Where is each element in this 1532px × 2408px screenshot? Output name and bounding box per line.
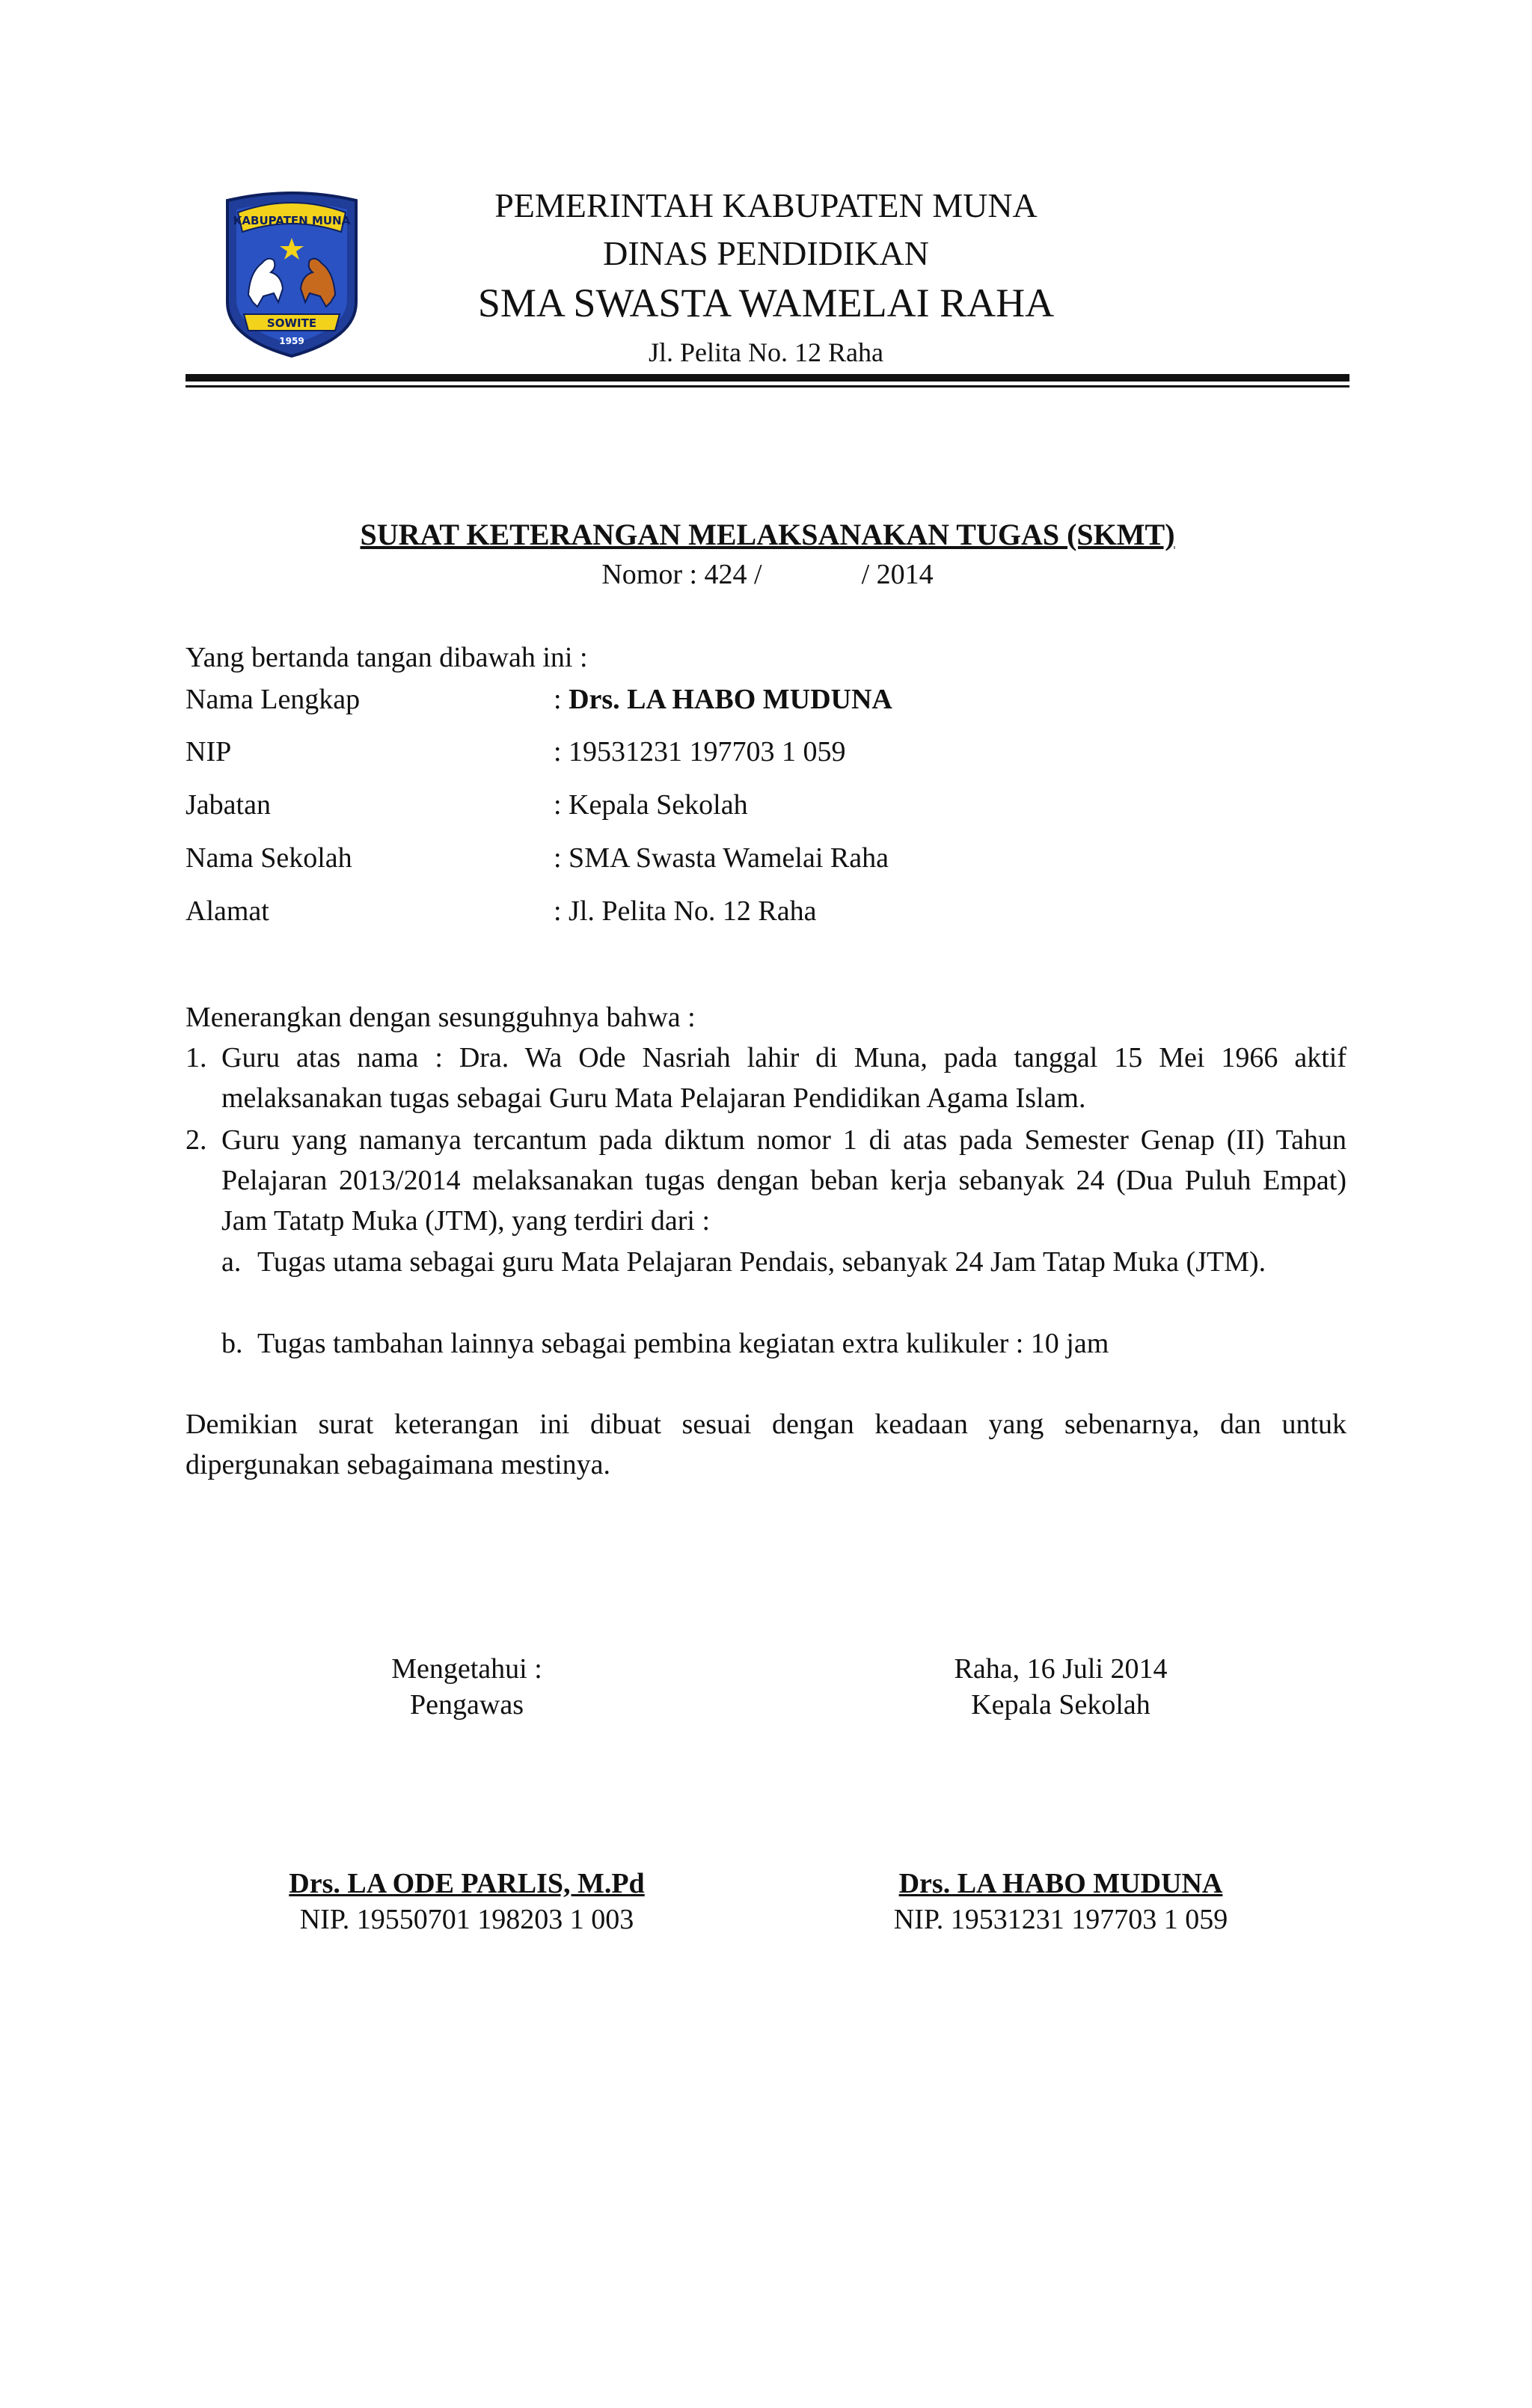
list-marker: 2.: [186, 1124, 207, 1156]
letterhead-address: Jl. Pelita No. 12 Raha: [649, 337, 883, 367]
sub-list-marker: a.: [221, 1246, 242, 1278]
field-row-nama-sekolah: [186, 838, 1349, 880]
letterhead-divider-thick: [186, 374, 1349, 382]
sub-list-item-text: Tugas utama sebagai guru Mata Pelajaran Pendais, sebanyak 24 Jam Tatap Muka (JTM).: [257, 1246, 1266, 1278]
field-label: NIP: [186, 736, 232, 768]
closing-paragraph: Demikian surat keterangan ini dibuat sesuai dengan keadaan yang sebenarnya, dan untuk dipergunakan sebagaimana mestinya.: [186, 1409, 1346, 1480]
signature-left-line1: Mengetahui :: [391, 1653, 542, 1685]
letterhead-government: PEMERINTAH KABUPATEN MUNA: [494, 186, 1038, 224]
letterhead-divider-thin: [186, 385, 1349, 387]
field-value: : Jl. Pelita No. 12 Raha: [554, 895, 817, 927]
letterhead-department: DINAS PENDIDIKAN: [603, 234, 929, 272]
signature-right-role: Kepala Sekolah: [971, 1689, 1150, 1721]
signature-left-block: [257, 1651, 676, 1723]
list-item: [186, 1038, 1346, 1118]
list-item-text: Guru yang namanya tercantum pada diktum nomor 1 di atas pada Semester Genap (II) Tahun Pelajaran 2013/2014 melaksanakan tugas dengan beban kerja sebanyak 24 (Dua Puluh Empat) Jam Tatatp Muka (JTM), yang terdiri dari :: [221, 1124, 1346, 1237]
signature-left-nip: NIP. 19550701 198203 1 003: [299, 1904, 634, 1935]
signature-right-block: [851, 1651, 1270, 1723]
field-value: : Kepala Sekolah: [554, 789, 748, 821]
field-value-prefix: :: [554, 684, 569, 715]
document-number: Nomor : 424 / / 2014: [601, 559, 934, 590]
sub-list-item-text: Tugas tambahan lainnya sebagai pembina kegiatan extra kulikuler : 10 jam: [257, 1328, 1109, 1359]
signature-left-signer: [257, 1866, 676, 1937]
signature-left-name: Drs. LA ODE PARLIS, M.Pd: [289, 1868, 645, 1899]
field-label: Nama Lengkap: [186, 684, 361, 715]
list-item: [186, 1120, 1346, 1241]
field-row-nip: [186, 732, 1349, 773]
statement-intro: Menerangkan dengan sesungguhnya bahwa :: [186, 1002, 696, 1033]
crest-motto: SOWITE: [266, 316, 317, 330]
field-value: [554, 679, 892, 720]
sub-list-item: [221, 1323, 1346, 1364]
field-label: Alamat: [186, 895, 269, 927]
field-row-jabatan: [186, 785, 1349, 827]
sub-list-item: [221, 1242, 1346, 1323]
sub-list-marker: b.: [221, 1328, 243, 1359]
field-label: Nama Sekolah: [186, 842, 352, 874]
field-label: Jabatan: [186, 789, 271, 821]
field-row-alamat: [186, 891, 1349, 933]
letterhead-school-name: SMA SWASTA WAMELAI RAHA: [477, 281, 1055, 325]
list-item-text: Guru atas nama : Dra. Wa Ode Nasriah lahir di Muna, pada tanggal 15 Mei 1966 aktif melaksanakan tugas sebagai Guru Mata Pelajaran Pendidikan Agama Islam.: [221, 1042, 1346, 1114]
field-row-nama-lengkap: [186, 679, 1349, 721]
crest-year: 1959: [279, 336, 304, 346]
document-title: SURAT KETERANGAN MELAKSANAKAN TUGAS (SKMT): [360, 518, 1175, 551]
kabupaten-muna-crest-icon: [218, 190, 365, 359]
signature-right-place-date: Raha, 16 Juli 2014: [954, 1653, 1168, 1685]
signature-right-nip: NIP. 19531231 197703 1 059: [893, 1904, 1228, 1935]
field-value: : SMA Swasta Wamelai Raha: [554, 842, 889, 874]
list-marker: 1.: [186, 1042, 207, 1073]
field-value: : 19531231 197703 1 059: [554, 736, 846, 768]
signature-left-role: Pengawas: [410, 1689, 524, 1721]
signature-right-name: Drs. LA HABO MUDUNA: [898, 1868, 1223, 1899]
signature-right-signer: [851, 1866, 1270, 1937]
signatory-intro: Yang bertanda tangan dibawah ini :: [186, 642, 588, 673]
crest-top-text: KABUPATEN MUNA: [233, 214, 351, 227]
field-value-name: Drs. LA HABO MUDUNA: [569, 684, 892, 715]
